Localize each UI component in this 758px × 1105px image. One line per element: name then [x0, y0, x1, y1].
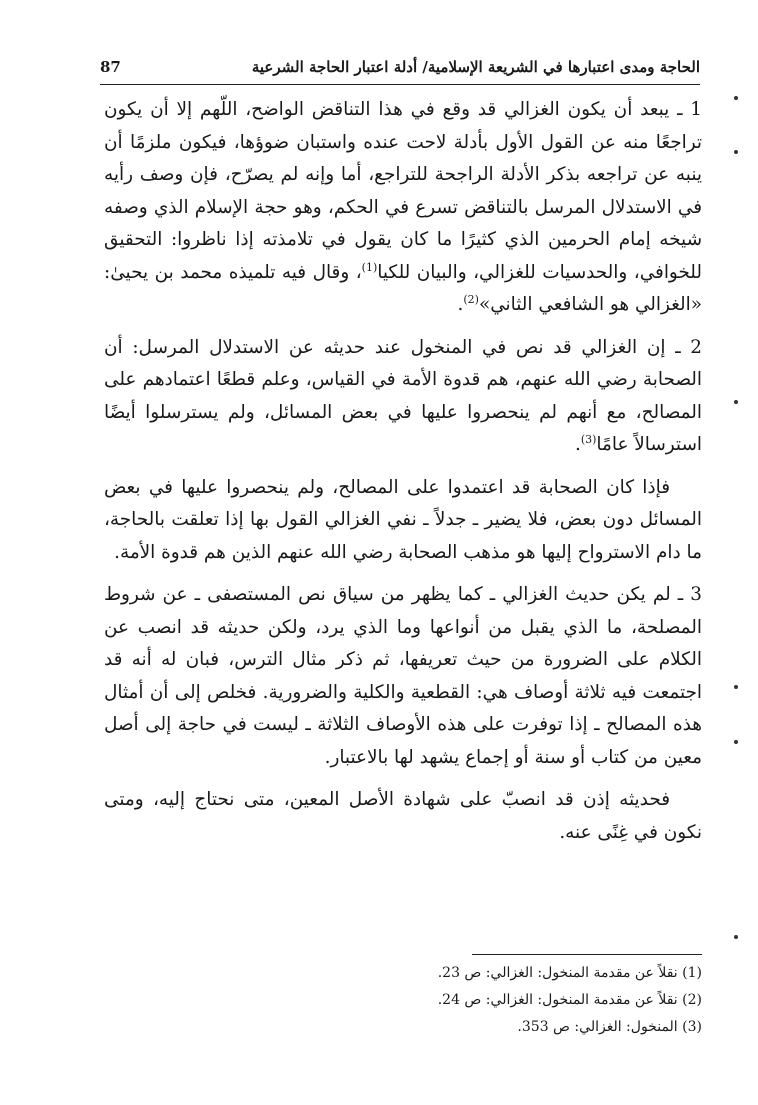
margin-dot [734, 96, 738, 100]
footnote-1: (1) نقلاً عن مقدمة المنخول: الغزالي: ص 23. [437, 965, 702, 981]
paragraph-2: 2 ـ إن الغزالي قد نص في المنخول عند حديثه عن الاستدلال المرسل: أن الصحابة رضي الله عنهم، هم قدوة الأمة في القياس، وعلم قطعًا اعتمادهم على المصالح، مع أنهم لم ينحصروا عليها في بعض المسائل، ولم يسترسلوا أيضًا استرسالاً عامًا$^{(3)}$. [104, 336, 702, 455]
running-header-title: الحاجة ومدى اعتبارها في الشريعة الإسلامية/ أدلة اعتبار الحاجة الشرعية [251, 58, 700, 76]
footnote-ref-1[interactable]: (1) [361, 260, 378, 274]
margin-dot [734, 935, 738, 939]
margin-dot [734, 740, 738, 744]
paragraph-1: 1 ـ يبعد أن يكون الغزالي قد وقع في هذا التناقض الواضح، اللّهم إلا أن يكون تراجعًا منه عن القول الأول بأدلة لاحت عنده واستبان ضوؤها، فيكون ملزمًا أن ينبه عن تراجعه بذكر الأدلة الراجحة للتراجع، أما وإنه لم يصرّح، فإن وصف رأيه في الاستدلال المرسل بالتناقض تسرع في الحكم، وهو حجة الإسلام الذي وصفه شيخه إمام الحرمين الذي كثيرًا ما كان يقول في تلامذته إذا ناظروا: التحقيق للخوافي، والحدسيات للغزالي، والبيان للكيا$^{(1)}$، وقال فيه تلميذه محمد بن يحيىٰ: «الغزالي هو الشافعي الثاني»$^{(2)}$. [104, 99, 702, 315]
footnote-3: (3) المنخول: الغزالي: ص 353. [517, 1019, 702, 1035]
margin-dot [734, 400, 738, 404]
margin-dot [734, 150, 738, 154]
footnote-ref-2[interactable]: (2) [463, 292, 479, 306]
page-number: 87 [100, 58, 121, 76]
paragraph-3: فإذا كان الصحابة قد اعتمدوا على المصالح، ولم ينحصروا عليها في بعض المسائل دون بعض، فلا يضير ـ جدلاً ـ نفي الغزالي القول بها إذا تعلقت بالحاجة، ما دام الاسترواح إليها هو مذهب الصحابة رضي الله عنهم الذين هم قدوة الأمة. [104, 476, 702, 563]
header-rule [100, 84, 700, 85]
running-header [100, 52, 700, 84]
footnotes [300, 960, 702, 1041]
footnote-separator [472, 954, 702, 955]
body-text [104, 94, 702, 859]
footnote-ref-3[interactable]: (3) [580, 432, 597, 446]
paragraph-5: فحديثه إذن قد انصبّ على شهادة الأصل المعين، متى نحتاج إليه، ومتى نكون في غِنًى عنه. [104, 789, 702, 843]
margin-dot [734, 685, 738, 689]
footnote-2: (2) نقلاً عن مقدمة المنخول: الغزالي: ص 24. [437, 992, 702, 1008]
paragraph-4: 3 ـ لم يكن حديث الغزالي ـ كما يظهر من سياق نص المستصفى ـ عن شروط المصلحة، ما الذي يقبل من أنواعها وما الذي يرد، ولكن حديثه قد انصب عن الكلام على الضرورة من حيث تعريفها، ثم ذكر مثال الترس، فبان له أنه قد اجتمعت فيه ثلاثة أوصاف هي: القطعية والكلية والضرورية. فخلص إلى أن أمثال هذه المصالح ـ إذا توفرت على هذه الأوصاف الثلاثة ـ ليست في حاجة إلى أصل معين من كتاب أو سنة أو إجماع يشهد لها بالاعتبار. [104, 584, 702, 768]
